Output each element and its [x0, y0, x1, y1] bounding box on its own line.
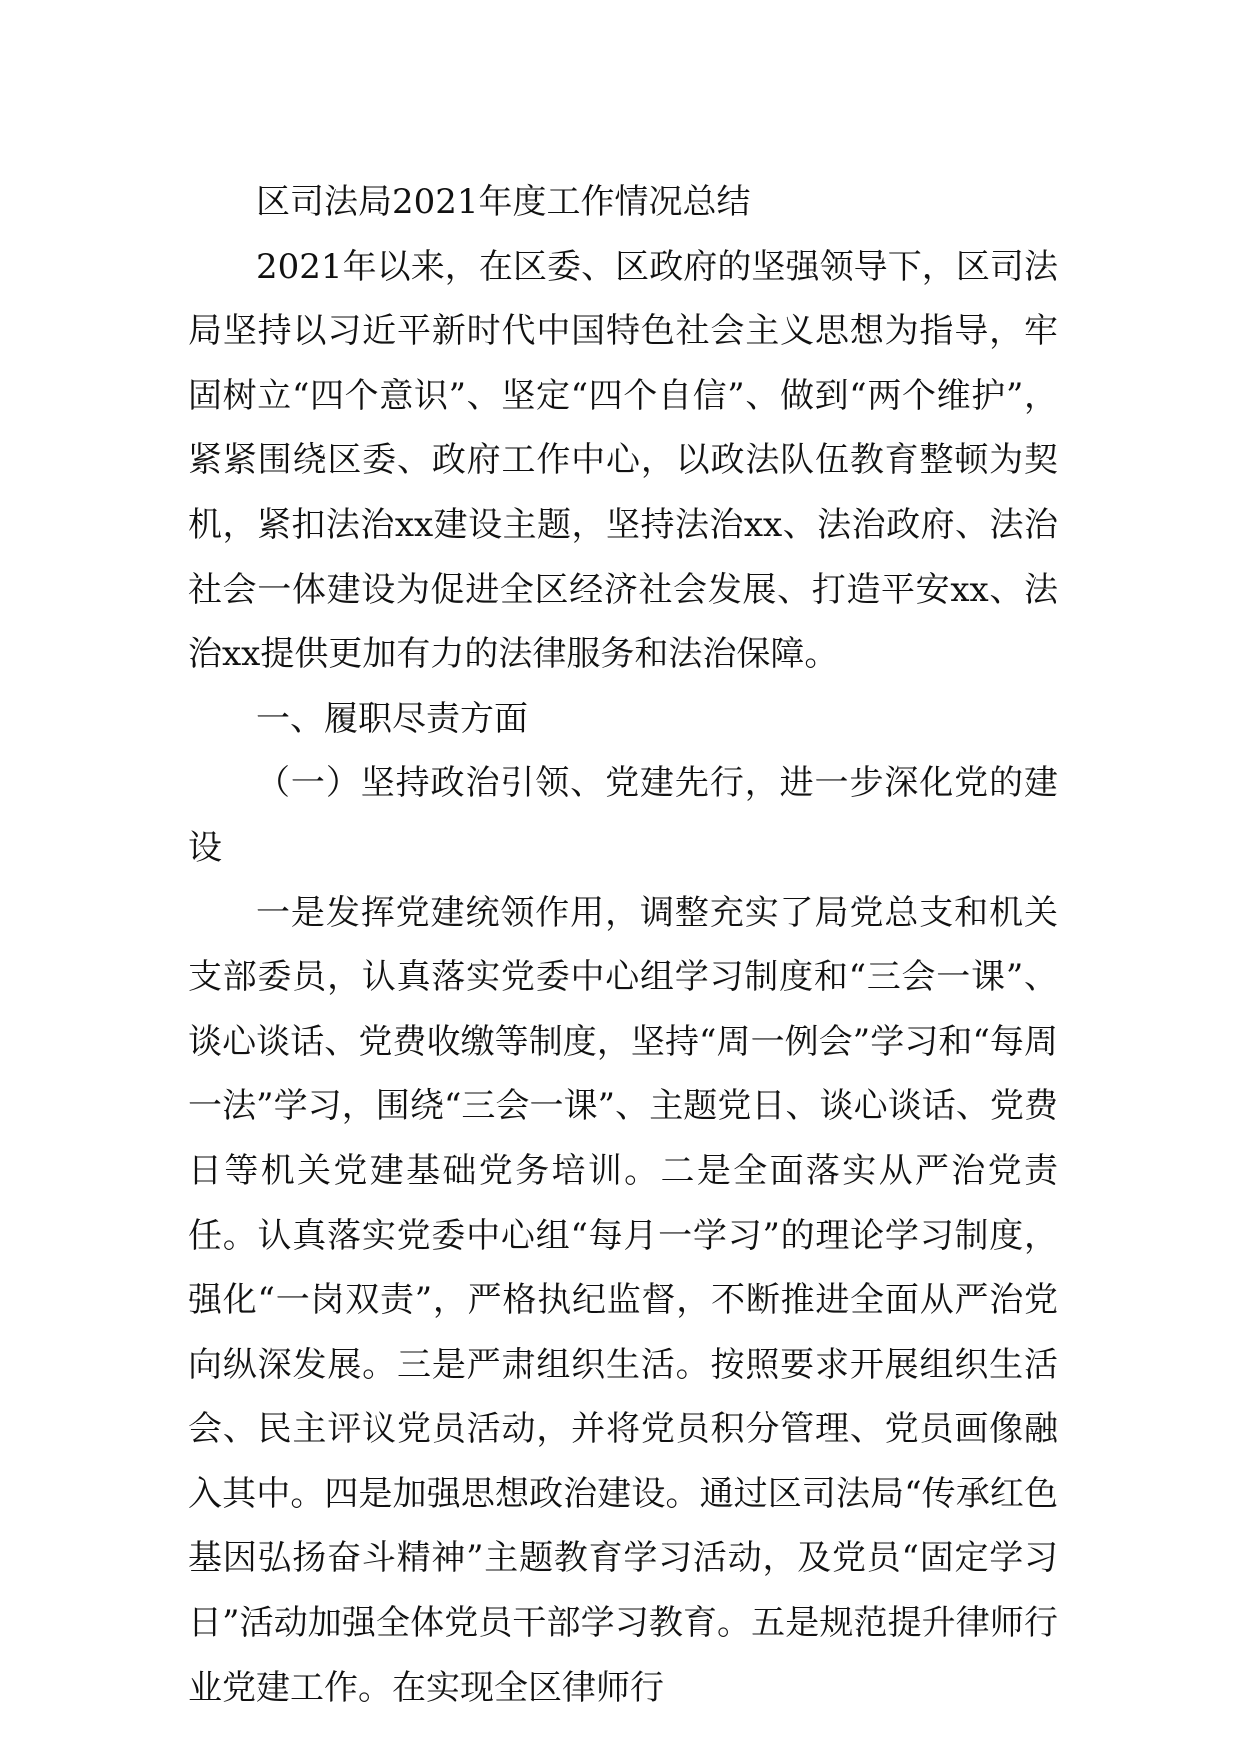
body-paragraph: 一是发挥党建统领作用，调整充实了局党总支和机关支部委员，认真落实党委中心组学习制度和“三会一课”、谈心谈话、党费收缴等制度，坚持“周一例会”学习和“每周一法”学习，围绕“三会一课”、主题党日、谈心谈话、党费日等机关党建基础党务培训。二是全面落实从严治党责任。认真落实党委中心组“每月一学习”的理论学习制度，强化“一岗双责”，严格执纪监督，不断推进全面从严治党向纵深发展。三是严肃组织生活。按照要求开展组织生活会、民主评议党员活动，并将党员积分管理、党员画像融入其中。四是加强思想政治建设。通过区司法局“传承红色基因弘扬奋斗精神”主题教育学习活动，及党员“固定学习日”活动加强全体党员干部学习教育。五是规范提升律师行业党建工作。在实现全区律师行 [188, 892, 1058, 1708]
document-body [188, 170, 1058, 1720]
subsection-heading: （一）坚持政治引领、党建先行，进一步深化党的建设 [188, 763, 1058, 868]
document-title: 区司法局2021年度工作情况总结 [256, 182, 751, 222]
intro-paragraph: 2021年以来，在区委、区政府的坚强领导下，区司法局坚持以习近平新时代中国特色社会主义思想为指导，牢固树立“四个意识”、坚定“四个自信”、做到“两个维护”，紧紧围绕区委、政府工作中心，以政法队伍教育整顿为契机，紧扣法治xx建设主题，坚持法治xx、法治政府、法治社会一体建设为促进全区经济社会发展、打造平安xx、法治xx提供更加有力的法律服务和法治保障。 [188, 246, 1058, 675]
section-heading: 一、履职尽责方面 [256, 698, 528, 739]
